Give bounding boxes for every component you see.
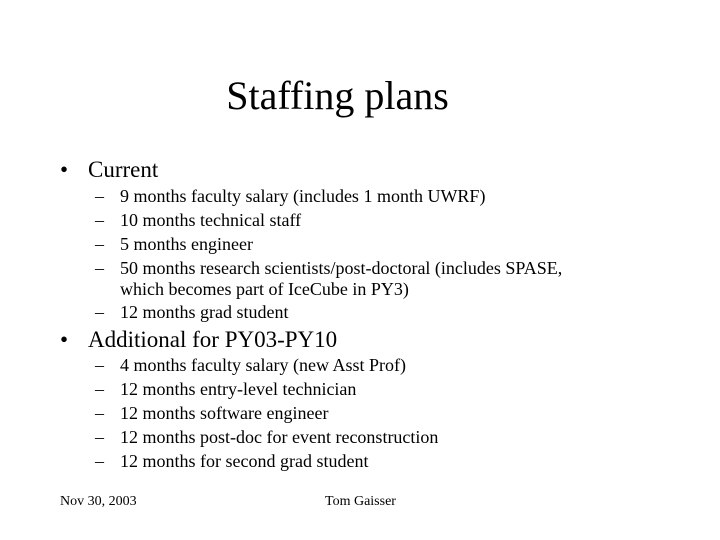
footer-author: Tom Gaisser xyxy=(325,494,396,509)
section-heading-text: Current xyxy=(88,157,159,182)
dash-marker: – xyxy=(95,302,104,322)
list-item-text: 10 months technical staff xyxy=(120,210,302,230)
list-item-text: 4 months faculty salary (new Asst Prof) xyxy=(120,355,406,375)
bullet-dot: • xyxy=(60,157,69,182)
footer-date: Nov 30, 2003 xyxy=(60,494,137,509)
dash-marker: – xyxy=(95,451,104,471)
dash-marker: – xyxy=(95,234,104,254)
section-additional-heading xyxy=(60,327,337,353)
list-item-text: 12 months post-doc for event reconstruction xyxy=(120,427,439,447)
list-item-text-line1: 50 months research scientists/post-doctoral (includes SPASE, xyxy=(120,258,563,278)
dash-marker: – xyxy=(95,379,104,399)
section-current-heading xyxy=(60,157,158,183)
dash-marker: – xyxy=(95,210,104,230)
list-item-text: 12 months software engineer xyxy=(120,403,329,423)
dash-marker: – xyxy=(95,427,104,447)
dash-marker: – xyxy=(95,403,104,423)
list-item-text: 12 months entry-level technician xyxy=(120,379,357,399)
slide-title: Staffing plans xyxy=(226,73,449,118)
dash-marker: – xyxy=(95,355,104,375)
list-item-text: 12 months for second grad student xyxy=(120,451,369,471)
list-item-text-line2: which becomes part of IceCube in PY3) xyxy=(120,279,409,299)
dash-marker: – xyxy=(95,186,104,206)
list-item-text-multiline xyxy=(120,258,640,300)
list-item-text: 9 months faculty salary (includes 1 month UWRF) xyxy=(120,186,486,206)
bullet-dot: • xyxy=(60,327,69,352)
section-heading-text: Additional for PY03-PY10 xyxy=(88,327,338,352)
list-item-text: 12 months grad student xyxy=(120,302,289,322)
list-item-text: 5 months engineer xyxy=(120,234,253,254)
dash-marker: – xyxy=(95,258,104,278)
